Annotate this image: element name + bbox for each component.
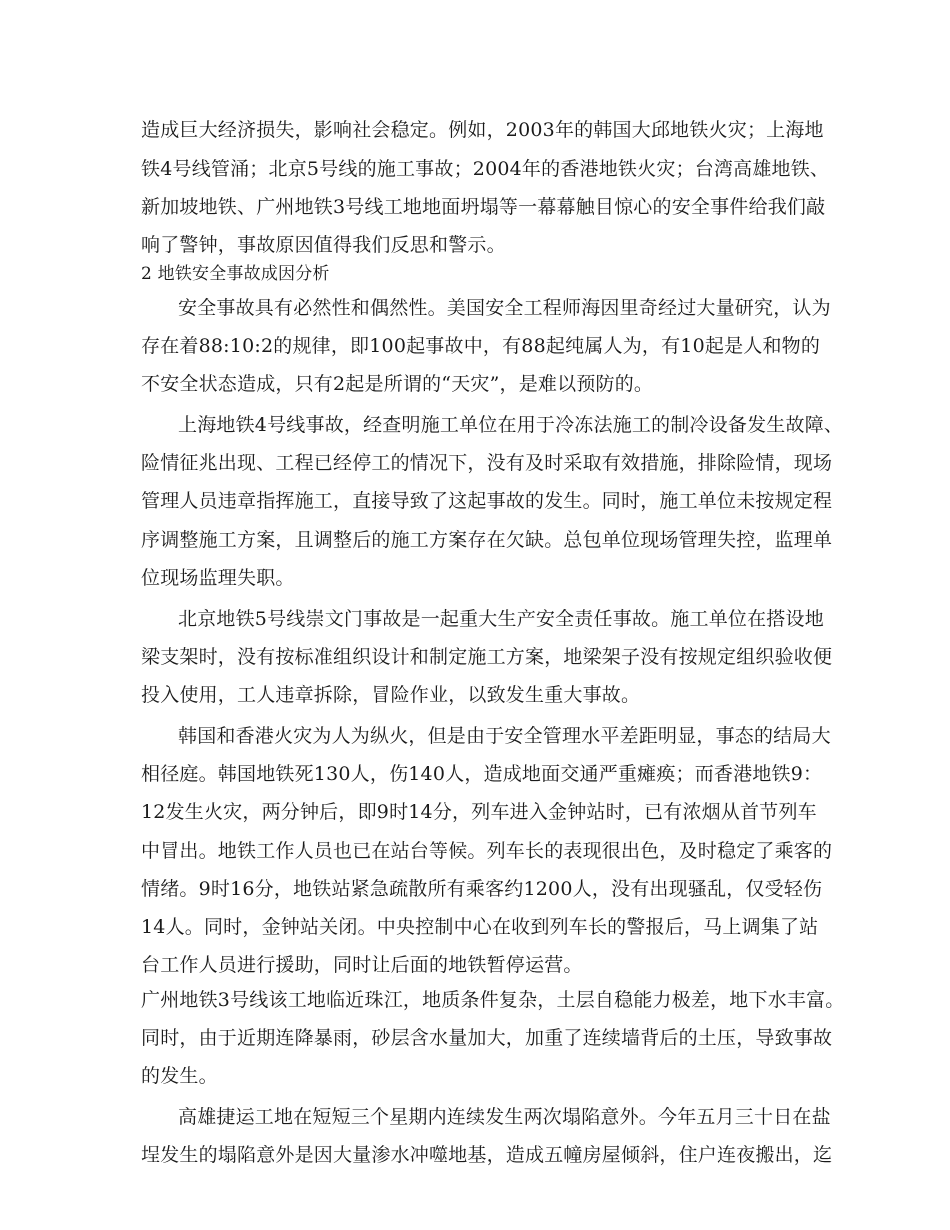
text-line: 北京地铁5号线崇文门事故是一起重大生产安全责任事故。施工单位在搭设地 bbox=[178, 608, 824, 630]
text-line: 位现场监理失职。 bbox=[141, 567, 295, 589]
text-line: 投入使用，工人违章拆除，冒险作业，以致发生重大事故。 bbox=[141, 684, 641, 706]
text-line: 险情征兆出现、工程已经停工的情况下，没有及时采取有效措施，排除险情，现场 bbox=[141, 452, 833, 474]
text-line: 上海地铁4号线事故，经查明施工单位在用于冷冻法施工的制冷设备发生故障、 bbox=[178, 414, 844, 436]
text-line: 的发生。 bbox=[141, 1065, 218, 1087]
text-line: 中冒出。地铁工作人员也已在站台等候。列车长的表现很出色，及时稳定了乘客的 bbox=[141, 840, 833, 862]
text-line: 响了警钟，事故原因值得我们反思和警示。 bbox=[141, 234, 506, 256]
text-line: 相径庭。韩国地铁死130人，伤140人，造成地面交通严重瘫痪；而香港地铁9： bbox=[141, 763, 823, 785]
text-line: 台工作人员进行援助，同时让后面的地铁暂停运营。 bbox=[141, 954, 583, 976]
text-line: 情绪。9时16分，地铁站紧急疏散所有乘客约1200人，没有出现骚乱，仅受轻伤 bbox=[141, 878, 823, 900]
text-line: 12发生火灾，两分钟后，即9时14分，列车进入金钟站时，已有浓烟从首节列车 bbox=[141, 801, 817, 823]
text-line: 新加坡地铁、广州地铁3号线工地地面坍塌等一幕幕触目惊心的安全事件给我们敲 bbox=[141, 196, 826, 218]
text-line: 存在着88:10:2的规律，即100起事故中，有88起纯属人为，有10起是人和物的 bbox=[141, 335, 821, 357]
text-line: 安全事故具有必然性和偶然性。美国安全工程师海因里奇经过大量研究，认为 bbox=[178, 297, 831, 319]
text-line: 韩国和香港火灾为人为纵火，但是由于安全管理水平差距明显，事态的结局大 bbox=[178, 725, 831, 747]
text-line: 同时，由于近期连降暴雨，砂层含水量加大，加重了连续墙背后的土压，导致事故 bbox=[141, 1027, 833, 1049]
text-line: 高雄捷运工地在短短三个星期内连续发生两次塌陷意外。今年五月三十日在盐 bbox=[178, 1106, 831, 1128]
text-line: 广州地铁3号线该工地临近珠江，地质条件复杂，土层自稳能力极差，地下水丰富。 bbox=[141, 989, 845, 1011]
text-line: 造成巨大经济损失，影响社会稳定。例如，2003年的韩国大邱地铁火灾；上海地 bbox=[141, 119, 824, 141]
text-line: 14人。同时，金钟站关闭。中央控制中心在收到列车长的警报后，马上调集了站 bbox=[141, 916, 819, 938]
text-line: 序调整施工方案，且调整后的施工方案存在欠缺。总包单位现场管理失控，监理单 bbox=[141, 529, 833, 551]
text-line: 铁4号线管涌；北京5号线的施工事故；2004年的香港地铁火灾；台湾高雄地铁、 bbox=[141, 158, 830, 180]
text-line: 不安全状态造成，只有2起是所谓的“天灾”，是难以预防的。 bbox=[141, 373, 654, 395]
text-line: 埕发生的塌陷意外是因大量渗水冲噬地基，造成五幢房屋倾斜，住户连夜搬出，迄 bbox=[141, 1144, 833, 1166]
text-line: 管理人员违章指挥施工，直接导致了这起事故的发生。同时，施工单位未按规定程 bbox=[141, 490, 833, 512]
text-line: 梁支架时，没有按标准组织设计和制定施工方案，地梁架子没有按规定组织验收便 bbox=[141, 646, 833, 668]
section-heading: 2 地铁安全事故成因分析 bbox=[141, 264, 330, 284]
